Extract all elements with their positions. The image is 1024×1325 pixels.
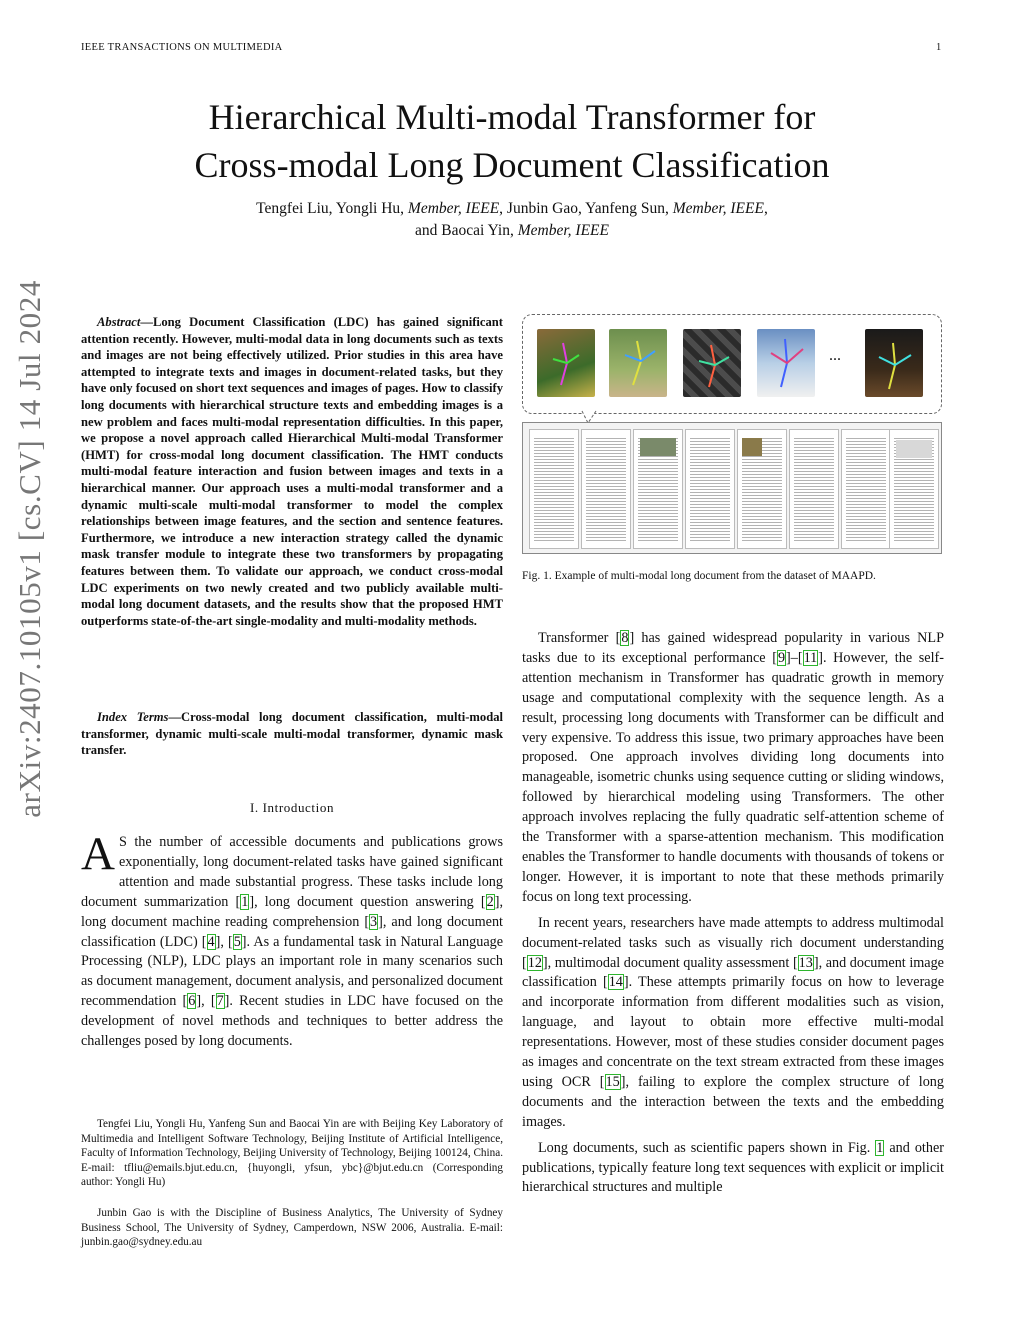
intro-text: , and long document classification (LDC) [81, 913, 503, 950]
running-header: IEEE TRANSACTIONS ON MULTIMEDIA [81, 42, 283, 53]
index-terms [81, 709, 503, 759]
citation-link[interactable]: 3 [370, 913, 378, 930]
introduction-paragraph: A S the number of accessible documents and publications grows exponentially, long document-related tasks have gained significant attention and made substantial progress. These tasks include long document summarization [1], long document question answering [2], long document machine reading comprehension [3], and long document classification (LDC) [4], [5]. As a fundamental task in Natural Language Processing (NLP), LDC plays an important role in many scenarios such as document management, document analysis, and personalized document recommendation [6], [7]. Recent studies in LDC have focused on the development of novel methods and techniques to better address the challenges posed by long documents. [81, 828, 504, 1050]
document-page [789, 429, 839, 549]
citation-link[interactable]: 14 [608, 974, 623, 991]
footnote-affiliation-2: Junbin Gao is with the Discipline of Business Analytics, The University of Sydney Business School, The University of Sydney, Camperdown, NSW 2006, Australia. E-mail: junbin.gao@sydney.edu.au [81, 1207, 503, 1249]
arxiv-stamp: arXiv:2407.10105v1 [cs.CV] 14 Jul 2024 [12, 280, 47, 818]
citation-link[interactable]: 2 [486, 893, 494, 910]
paragraph [522, 1139, 944, 1199]
body-text: , and document image classification [522, 954, 944, 991]
citation-link[interactable]: 11 [803, 649, 818, 666]
citation-link[interactable]: 1 [241, 893, 249, 910]
body-text: Long documents, such as scientific papers shown in Fig. [538, 1139, 876, 1156]
body-text: – [790, 649, 798, 666]
footnote-affiliation-1: Tengfei Liu, Yongli Hu, Yanfeng Sun and Baocai Yin are with Beijing Key Laboratory of Multimedia and Intelligent Software Technology, Beijing Institute of Artificial Intelligence, Faculty of Information Technology, Beijing University of Technology, Beijing 100124, China. E-mail: tfliu@emails.bjut.edu.cn, {huyongli, yfsun, ybc}@bjut.edu.cn (Corresponding author: Yongli Hu) [81, 1118, 503, 1189]
ellipsis: ... [829, 347, 841, 364]
index-terms-label: Index Terms [97, 710, 169, 724]
right-column-body [522, 629, 944, 1198]
document-page [841, 429, 891, 549]
body-text: . However, the self-attention mechanism in Transformer has quadratic growth in memory usage and computational complexity with the sequence length. As a result, processing long documents with Transformer can be difficult and very expensive. To address this issue, two primary approaches have been proposed. One approach involves dividing long documents into manageable, isometric chunks using sequence cutting or sliding windows, followed by hierarchical modeling using Transformers. The other approach involves replacing the fully quadratic self-attention scheme of the Transformer with a sparse-attention mechanism. This modification enables the Transformer to handle documents with thousands of tokens or longer. However, it is important to note that these methods primarily focus on long text processing. [522, 649, 944, 905]
abstract-text: —Long Document Classification (LDC) has gained significant attention recently. However, multi-modal data in long documents such as texts and images are not being effectively utilized. Prior studies in this area have attempted to integrate texts and images in document-related tasks, but they have only focused on short text sequences and images of pages. How to classify long documents with hierarchical structure texts and embedding images is a new problem and faces multi-modal representation difficulties. In this paper, we propose a novel approach called Hierarchical Multi-modal Transformer (HMT) for cross-modal long document classification. The HMT conducts multi-modal feature interaction and fusion between images and texts in a hierarchical manner. Our approach uses a multi-modal transformer and a dynamic multi-scale multi-modal transformer to model the complex relationships between image features, and the section and sentence features. Furthermore, we introduce a new interaction strategy called the dynamic mask transfer module to integrate these two transformers by propagating features between them. To validate our approach, we conduct cross-modal LDC experiments on two newly created and two publicly available multi-modal long document datasets, and the results show that the proposed HMT outperforms state-of-the-art single-modality and multi-modality methods. [81, 315, 503, 628]
figure-caption: Fig. 1. Example of multi-modal long document from the dataset of MAAPD. [522, 570, 876, 582]
author-membership: Member, IEEE [407, 200, 500, 217]
figure-link[interactable]: 1 [876, 1139, 884, 1156]
document-page [737, 429, 787, 549]
title-line-1: Hierarchical Multi-modal Transformer for [208, 97, 816, 137]
author-text: , [763, 200, 768, 217]
figure-image-strip [522, 314, 942, 414]
intro-text: , long document question answering [254, 893, 481, 910]
pose-skeleton-overlay [523, 315, 941, 413]
citation-link[interactable]: 4 [207, 933, 215, 950]
author-text: and Baocai Yin, [415, 222, 518, 239]
paper-title [0, 93, 1024, 189]
drop-cap: A [81, 828, 115, 880]
document-page [633, 429, 683, 549]
citation-link[interactable]: 7 [216, 993, 224, 1010]
intro-text: . Recent studies in LDC have focused on the development of novel methods and techniques to better address the challenges posed by long documents. [81, 993, 504, 1050]
author-membership: Member, IEEE [672, 200, 764, 217]
document-page [685, 429, 735, 549]
index-terms-text: —Cross-modal long document classification, multi-modal transformer, dynamic multi-scale multi-modal transformer, dynamic mask transfer. [81, 710, 503, 758]
author-text: , Junbin Gao, Yanfeng Sun, [499, 200, 673, 217]
body-text: , failing to explore the complex structure of long documents and the interaction between the texts and the embedding images. [522, 1073, 944, 1130]
intro-text: . As a fundamental task in Natural Language Processing (NLP), LDC plays an important role in many scenarios such as document management, document analysis, and personalized document recommendation [81, 933, 504, 1010]
section-heading: I. Introduction [249, 800, 335, 815]
intro-text: , [220, 933, 228, 950]
abstract-label: Abstract [97, 315, 141, 329]
document-page [889, 429, 939, 549]
body-text: . These attempts primarily focus on how to leverage and incorporate information from different modalities such as vision, language, and layout to obtain more effective multi-modal representations. However, most of these studies consider document pages as images and concentrate on the text stream extracted from these images using OCR [522, 974, 944, 1090]
abstract [81, 314, 503, 629]
page-number: 1 [936, 42, 942, 53]
intro-text: , [201, 993, 211, 1010]
paragraph: In recent years, researchers have made attempts to address multimodal document-related tasks such as visually rich document understanding [12], multimodal document quality assessment [13], and document image classification [14]. These attempts primarily focus on how to leverage and incorporate information from different modalities such as vision, language, and layout to obtain more effective multi-modal representations. However, most of these studies consider document pages as images and concentrate on the text stream extracted from these images using OCR [15], failing to explore the complex structure of long documents and the interaction between the texts and the embedding images. [522, 914, 944, 1130]
citation-link[interactable]: 15 [605, 1073, 620, 1090]
paragraph: Transformer [8] has gained widespread popularity in various NLP tasks due to its exceptional performance [9]–[11]. However, the self-attention mechanism in Transformer has quadratic growth in memory usage and computational complexity with the sequence length. As a result, processing long documents with Transformer can be difficult and very expensive. To address this issue, two primary approaches have been proposed. One approach involves dividing long documents into manageable, isometric chunks using sequence cutting or sliding windows, followed by hierarchical modeling using Transformers. The other approach involves replacing the fully quadratic self-attention scheme of the Transformer with a sparse-attention mechanism. This modification enables the Transformer to handle documents with thousands of tokens or longer. However, it is important to note that these methods primarily focus on long text processing. [522, 630, 944, 905]
document-page [581, 429, 631, 549]
body-text: In recent years, researchers have made attempts to address multimodal document-related tasks such as visually rich document understanding [522, 914, 944, 951]
citation-link[interactable]: 12 [527, 954, 542, 971]
citation-link[interactable]: 9 [777, 649, 786, 666]
body-text: and other publications, typically feature long text sequences with explicit or implicit hierarchical structures and multiple [522, 1139, 944, 1196]
author-membership: Member, IEEE [517, 222, 609, 239]
citation-link[interactable]: 6 [188, 993, 196, 1010]
citation-link[interactable]: 8 [621, 630, 629, 646]
author-list [0, 198, 1024, 242]
title-line-2: Cross-modal Long Document Classification [194, 145, 830, 185]
author-text: Tengfei Liu, Yongli Hu, [256, 200, 408, 217]
citation-link[interactable]: 5 [233, 933, 241, 950]
body-text: Transformer [538, 630, 616, 646]
body-text: has gained widespread popularity in various NLP tasks due to its exceptional performance [522, 630, 944, 666]
intro-text: S the number of accessible documents and publications grows exponentially, long document-related tasks have gained significant attention and made substantial progress. These tasks include long document summarization [81, 834, 503, 910]
body-text: , multimodal document quality assessment [547, 954, 793, 971]
figure-document-pages [522, 422, 942, 554]
intro-text: , long document machine reading comprehension [81, 893, 504, 930]
document-page [529, 429, 579, 549]
citation-link[interactable]: 13 [798, 954, 813, 971]
